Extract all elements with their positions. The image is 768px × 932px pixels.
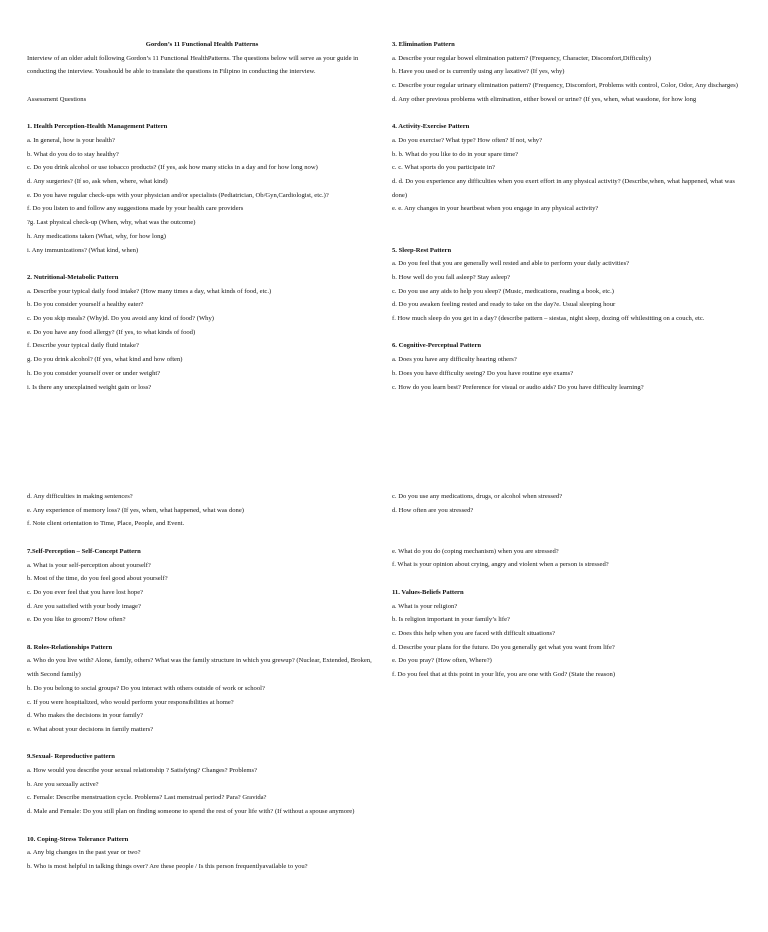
question-line: b. Have you used or is currently using any laxative? (If yes, why) [392, 68, 565, 76]
section-heading: 11. Values-Beliefs Pattern [392, 588, 464, 596]
question-line: b. Does you have difficulty seeing? Do you have routine eye exams? [392, 369, 574, 377]
question-line: b. Who is most helpful in talking things over? Are these people / Is this person frequentlyavailable to you? [27, 862, 308, 870]
question-line: e. Do you have regular check-ups with your physician and/or specialists (Pediatrician, Ob/Gyn,Cardiologist, etc.)? [27, 191, 329, 199]
section-heading: 10. Coping-Stress Tolerance Pattern [27, 835, 129, 843]
question-line: a. What is your self-perception about yourself? [27, 561, 151, 569]
top-left-column [27, 38, 377, 394]
section-heading: 9.Sexual- Reproductive pattern [27, 753, 115, 761]
question-line: b. b. What do you like to do in your spare time? [392, 150, 519, 158]
question-line: a. How would you describe your sexual relationship ? Satisfying? Changes? Problems? [27, 767, 257, 775]
question-line: a. Who do you live with? Alone, family, others? What was the family structure in which you grewup? (Nuclear, Extended, Broken, with Second family) [27, 657, 372, 679]
question-line: b. Most of the time, do you feel good about yourself? [27, 575, 168, 583]
question-line: f. Describe your typical daily fluid intake? [27, 342, 139, 350]
question-line: i. Is there any unexplained weight gain or loss? [27, 383, 152, 391]
question-line: d. d. Do you experience any difficulties when you exert effort in any physical activity? (Describe,when, what happened, what was done) [392, 178, 735, 199]
question-line: e. What about your decisions in family matters? [27, 725, 154, 733]
question-line: e. Do you like to groom? How often? [27, 616, 126, 624]
question-line: f. How much sleep do you get in a day? (describe pattern – siestas, night sleep, dozing off whilesitting on a couch, etc. [392, 315, 705, 323]
question-line: c. Do you use any medications, drugs, or alcohol when stressed? [392, 493, 563, 500]
question-line: c. Do you drink alcohol or use tobacco products? (If yes, ask how many sticks in a day and for how long now) [27, 164, 318, 172]
question-line: c. Do you use any aids to help you sleep? (Music, medications, reading a book, etc.) [392, 287, 614, 295]
question-line: c. Do you skip meals? (Why)d. Do you avoid any kind of food? (Why) [27, 315, 214, 323]
question-line: d. Any other previous problems with elimination, either bowel or urine? (If yes, when, what wasdone, for how long [392, 95, 697, 103]
question-line: a. Does you have any difficulty hearing others? [392, 356, 517, 364]
question-line: b. What do you do to stay healthy? [27, 150, 119, 158]
question-line: c. Do you ever feel that you have lost hope? [27, 588, 144, 596]
question-line: e. e. Any changes in your heartbeat when you engage in any physical activity? [392, 205, 599, 213]
section-heading: 8. Roles-Relationships Pattern [27, 643, 113, 651]
section-heading: 5. Sleep-Rest Pattern [392, 246, 452, 254]
top-right-column [392, 38, 742, 394]
question-line: f. Do you listen to and follow any suggestions made by your health care providers [27, 205, 244, 213]
question-line: c. Does this help when you are faced with difficult situations? [392, 629, 556, 637]
question-line: a. Do you feel that you are generally well rested and able to perform your daily activities? [392, 260, 630, 268]
question-line: d. Describe your plans for the future. Do you generally get what you want from life? [392, 643, 615, 651]
question-line: a. Describe your regular bowel elimination pattern? (Frequency, Character, Discomfort,Difficulty) [392, 54, 651, 62]
question-line: c. If you were hospitalized, who would perform your responsibilities at home? [27, 698, 234, 706]
question-line: e. What do you do (coping mechanism) when you are stressed? [392, 547, 559, 555]
bottom-left-column [27, 490, 377, 874]
section-heading: 2. Nutritional-Metabolic Pattern [27, 273, 119, 281]
question-line: d. Do you awaken feeling rested and ready to take on the day?e. Usual sleeping hour [392, 301, 616, 309]
question-line: e. Any experience of memory loss? (If yes, when, what happened, what was done) [27, 506, 244, 514]
section-heading: 4. Activity-Exercise Pattern [392, 123, 470, 131]
section-heading: 6. Cognitive-Perceptual Pattern [392, 342, 482, 350]
question-line: a. In general, how is your health? [27, 136, 115, 144]
question-line: f. Do you feel that at this point in your life, you are one with God? (State the reason) [392, 671, 616, 679]
bottom-right-column [392, 490, 742, 682]
question-line: c. How do you learn best? Preference for visual or audio aids? Do you have difficulty learning? [392, 383, 644, 391]
question-line: b. Do you consider yourself a healthy eater? [27, 301, 144, 309]
question-line: e. Do you pray? (How often, Where?) [392, 657, 492, 665]
question-line: b. Is religion important in your family’s life? [392, 616, 510, 624]
question-line: ?g. Last physical check-up (When, why, what was the outcome) [27, 219, 196, 227]
assessment-label: Assessment Questions [27, 95, 87, 103]
question-line: d. Any difficulties in making sentences? [27, 493, 133, 500]
question-line: d. Any surgeries? (If so, ask when, where, what kind) [27, 178, 168, 185]
question-line: b. How well do you fall asleep? Stay asleep? [392, 273, 511, 281]
question-line: a. What is your religion? [392, 602, 458, 610]
question-line: b. Do you belong to social groups? Do you interact with others outside of work or school? [27, 684, 265, 692]
question-line: d. Are you satisfied with your body image? [27, 602, 141, 610]
document-title: Gordon’s 11 Functional Health Patterns [145, 41, 259, 48]
question-line: c. c. What sports do you participate in? [392, 164, 495, 172]
question-line: a. Any big changes in the past year or two? [27, 849, 141, 857]
question-line: i. Any immunizations? (What kind, when) [27, 246, 139, 254]
section-heading: 3. Elimination Pattern [392, 41, 455, 48]
question-line: c. Female: Describe menstruation cycle. Problems? Last menstrual period? Para? Gravida? [27, 794, 267, 802]
section-heading: 1. Health Perception-Health Management Pattern [27, 123, 168, 131]
question-line: b. Are you sexually active? [27, 780, 99, 788]
question-line: d. Who makes the decisions in your family? [27, 712, 143, 720]
question-line: h. Any medications taken (What, why, for how long) [27, 232, 166, 240]
question-line: f. Note client orientation to Time, Place, People, and Event. [27, 520, 185, 528]
question-line: f. What is your opinion about crying, angry and violent when a person is stressed? [392, 561, 609, 569]
question-line: d. Male and Female: Do you still plan on finding someone to spend the rest of your life with? (If without a spouse anymore) [27, 808, 355, 816]
question-line: e. Do you have any food allergy? (If yes, to what kinds of food) [27, 328, 196, 336]
question-line: h. Do you consider yourself over or under weight? [27, 369, 161, 377]
question-line: c. Describe your regular urinary elimination pattern? (Frequency, Discomfort, Problems with control, Color, Odor, Any discharges) [392, 82, 738, 90]
question-line: a. Do you exercise? What type? How often? If not, why? [392, 136, 543, 144]
question-line: g. Do you drink alcohol? (If yes, what kind and how often) [27, 356, 183, 364]
section-heading: 7.Self-Perception – Self-Concept Pattern [27, 547, 141, 555]
intro-text: Interview of an older adult following Gordon’s 11 Functional HealthPatterns. The questions below will serve as your guide in conducting the interview. Youshould be able to translate the questions in Filipino in conducting the interview. [27, 54, 359, 76]
question-line: d. How often are you stressed? [392, 506, 474, 514]
question-line: a. Describe your typical daily food intake? (How many times a day, what kinds of food, etc.) [27, 287, 272, 295]
